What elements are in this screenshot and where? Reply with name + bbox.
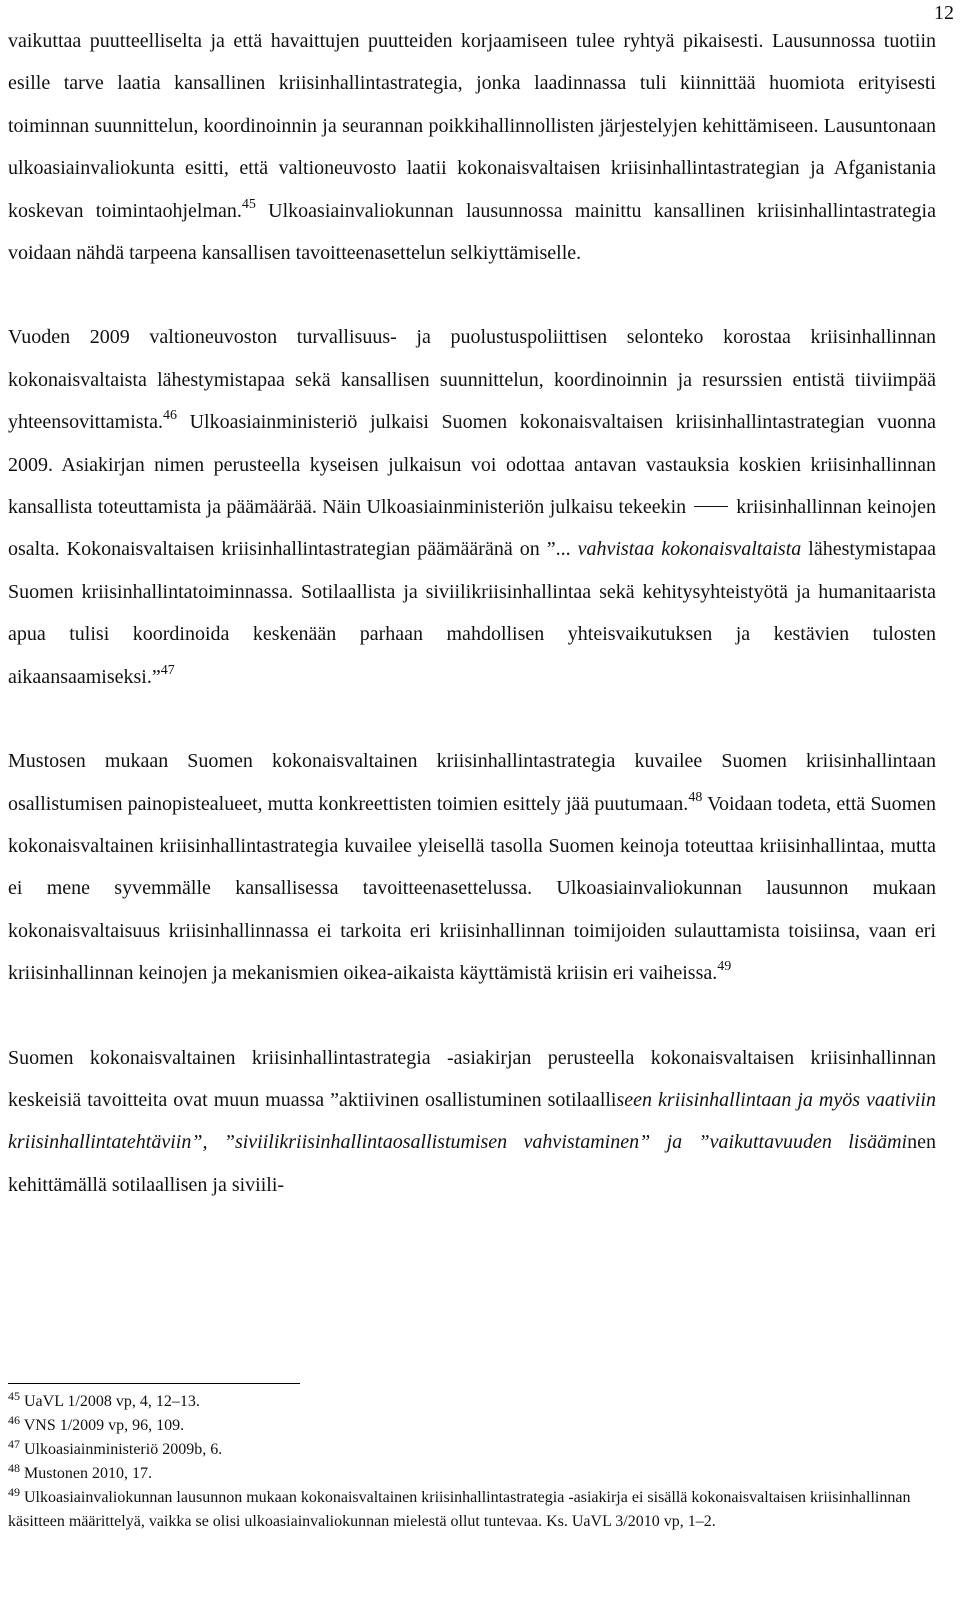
footnote-reference[interactable]: 45 [241, 196, 256, 212]
text-run: nen kehittämällä sotilaallisen ja siviili- [8, 1131, 936, 1196]
footnote-number: 49 [8, 1485, 20, 1499]
text-run: Ulkoasiainministeriö julkaisi Suomen kokonaisvaltaisen kriisinhallintastrategian vuonna 2009. Asiakirjan nimen perusteella kyseisen julkaisun voi odottaa antavan vastauksia koskien kriisinhallinnan kansallista toteuttamista ja päämäärää. Näin Ulkoasiainministeriön julkaisu tekeekin [8, 411, 936, 519]
text-run: kriisinhallinnan keinojen osalta. Kokonaisvaltaisen kriisinhallintastrategian päämääränä on ”... [8, 496, 936, 561]
footnote-number: 47 [8, 1437, 20, 1451]
paragraph [8, 20, 936, 274]
footnote-text: Ulkoasiainvaliokunnan lausunnon mukaan kokonaisvaltainen kriisinhallintastrategia -asiakirja ei sisällä kokonaisvaltaisen kriisinhallinnan käsitteen määrittelyä, vaikka se olisi ulkoasiainvaliokunnan mielestä ollut tuntevaa. Ks. UaVL 3/2010 vp, 1–2. [8, 1489, 911, 1530]
footnote-separator [8, 1383, 300, 1384]
footnote-number: 48 [8, 1461, 20, 1475]
paragraph [8, 740, 936, 994]
page-number: 12 [934, 2, 954, 24]
footnote-text: VNS 1/2009 vp, 96, 109. [20, 1417, 185, 1434]
footnote-reference[interactable]: 47 [160, 662, 175, 678]
footnote [8, 1390, 936, 1414]
text-run: vaikuttaa puutteelliselta ja että havaittujen puutteiden korjaamiseen tulee ryhtyä pikaisesti. Lausunnossa tuotiin esille tarve laatia kansallinen kriisinhallintastrategia, jonka laadinnassa tuli kiinnittää huomiota erityisesti toiminnan suunnittelun, koordinoinnin ja seurannan poikkihallinnollisten järjestelyjen kehittämiseen. Lausuntonaan ulkoasiainvaliokunta esitti, että valtioneuvosto laatii kokonaisvaltaisen kriisinhallintastrategian ja Afganistania koskevan toimintaohjelman. [8, 30, 936, 222]
footnote-reference[interactable]: 46 [162, 408, 177, 424]
footnote-reference[interactable]: 48 [688, 789, 703, 805]
quoted-text-italic: vahvistaa kokonaisvaltaista [577, 538, 802, 561]
paragraph [8, 316, 936, 698]
footnotes [8, 1390, 936, 1534]
footnote-text: Mustonen 2010, 17. [20, 1465, 152, 1482]
text-run: Voidaan todeta, että Suomen kokonaisvaltainen kriisinhallintastrategia kuvailee yleisellä tasolla Suomen keinoja toteuttaa kriisinhallintaa, mutta ei mene syvemmälle kansallisessa tavoitteenasettelussa. Ulkoasiainvaliokunnan lausunnon mukaan kokonaisvaltaisuus kriisinhallinnassa ei tarkoita eri kriisinhallinnan toimijoiden sulauttamista toisiinsa, vaan eri kriisinhallinnan keinojen ja mekanismien oikea-aikaista käyttämistä kriisin eri vaiheissa. [8, 792, 936, 985]
text-run: Mustosen mukaan Suomen kokonaisvaltainen kriisinhallintastrategia kuvailee Suomen kriisinhallintaan osallistumisen painopistealueet, mutta konkreettisten toimien esittely jää puutumaan. [8, 750, 936, 815]
footnote-reference[interactable]: 49 [717, 959, 732, 975]
text-run: Vuoden 2009 valtioneuvoston turvallisuus- ja puolustuspoliittisen selonteko korostaa kriisinhallinnan kokonaisvaltaista lähestymistapaa sekä kansallisen suunnittelun, koordinoinnin ja resurssien entistä tiiviimpää yhteensovittamista. [8, 326, 936, 434]
footnote-number: 46 [8, 1413, 20, 1427]
footnote [8, 1438, 936, 1462]
footnote [8, 1414, 936, 1438]
footnote-text: UaVL 1/2008 vp, 4, 12–13. [20, 1393, 200, 1410]
body-text [8, 20, 936, 1206]
text-run: Ulkoasiainvaliokunnan lausunnossa mainittu kansallinen kriisinhallintastrategia voidaan nähdä tarpeena kansallisen tavoitteenasettelun selkiyttämiselle. [8, 199, 936, 265]
em-dash-line [694, 506, 728, 507]
text-run: lähestymistapaa Suomen kriisinhallintatoiminnassa. Sotilaallista ja siviilikriisinhallintaa sekä kehitysyhteistyötä ja humanitaarista apua tulisi koordinoida keskenään parhaan mahdollisen yhteisvaikutuksen ja kestävien tulosten aikaansaamiseksi.” [8, 538, 937, 688]
footnote [8, 1462, 936, 1486]
footnote-text: Ulkoasiainministeriö 2009b, 6. [20, 1441, 223, 1458]
paragraph [8, 1037, 936, 1207]
text-run: Suomen kokonaisvaltainen kriisinhallintastrategia -asiakirjan perusteella kokonaisvaltaisen kriisinhallinnan keskeisiä tavoitteita ovat muun muassa ”aktiivinen osallistuminen sotilaalli [8, 1046, 936, 1111]
footnote-number: 45 [8, 1389, 20, 1403]
footnote [8, 1486, 936, 1534]
quoted-text-italic: seen kriisinhallintaan ja myös vaativiin kriisinhallintatehtäviin”, ”siviilikriisinhallintaosallistumisen vahvistaminen” ja ”vaikuttavuuden lisäämi [8, 1088, 936, 1154]
